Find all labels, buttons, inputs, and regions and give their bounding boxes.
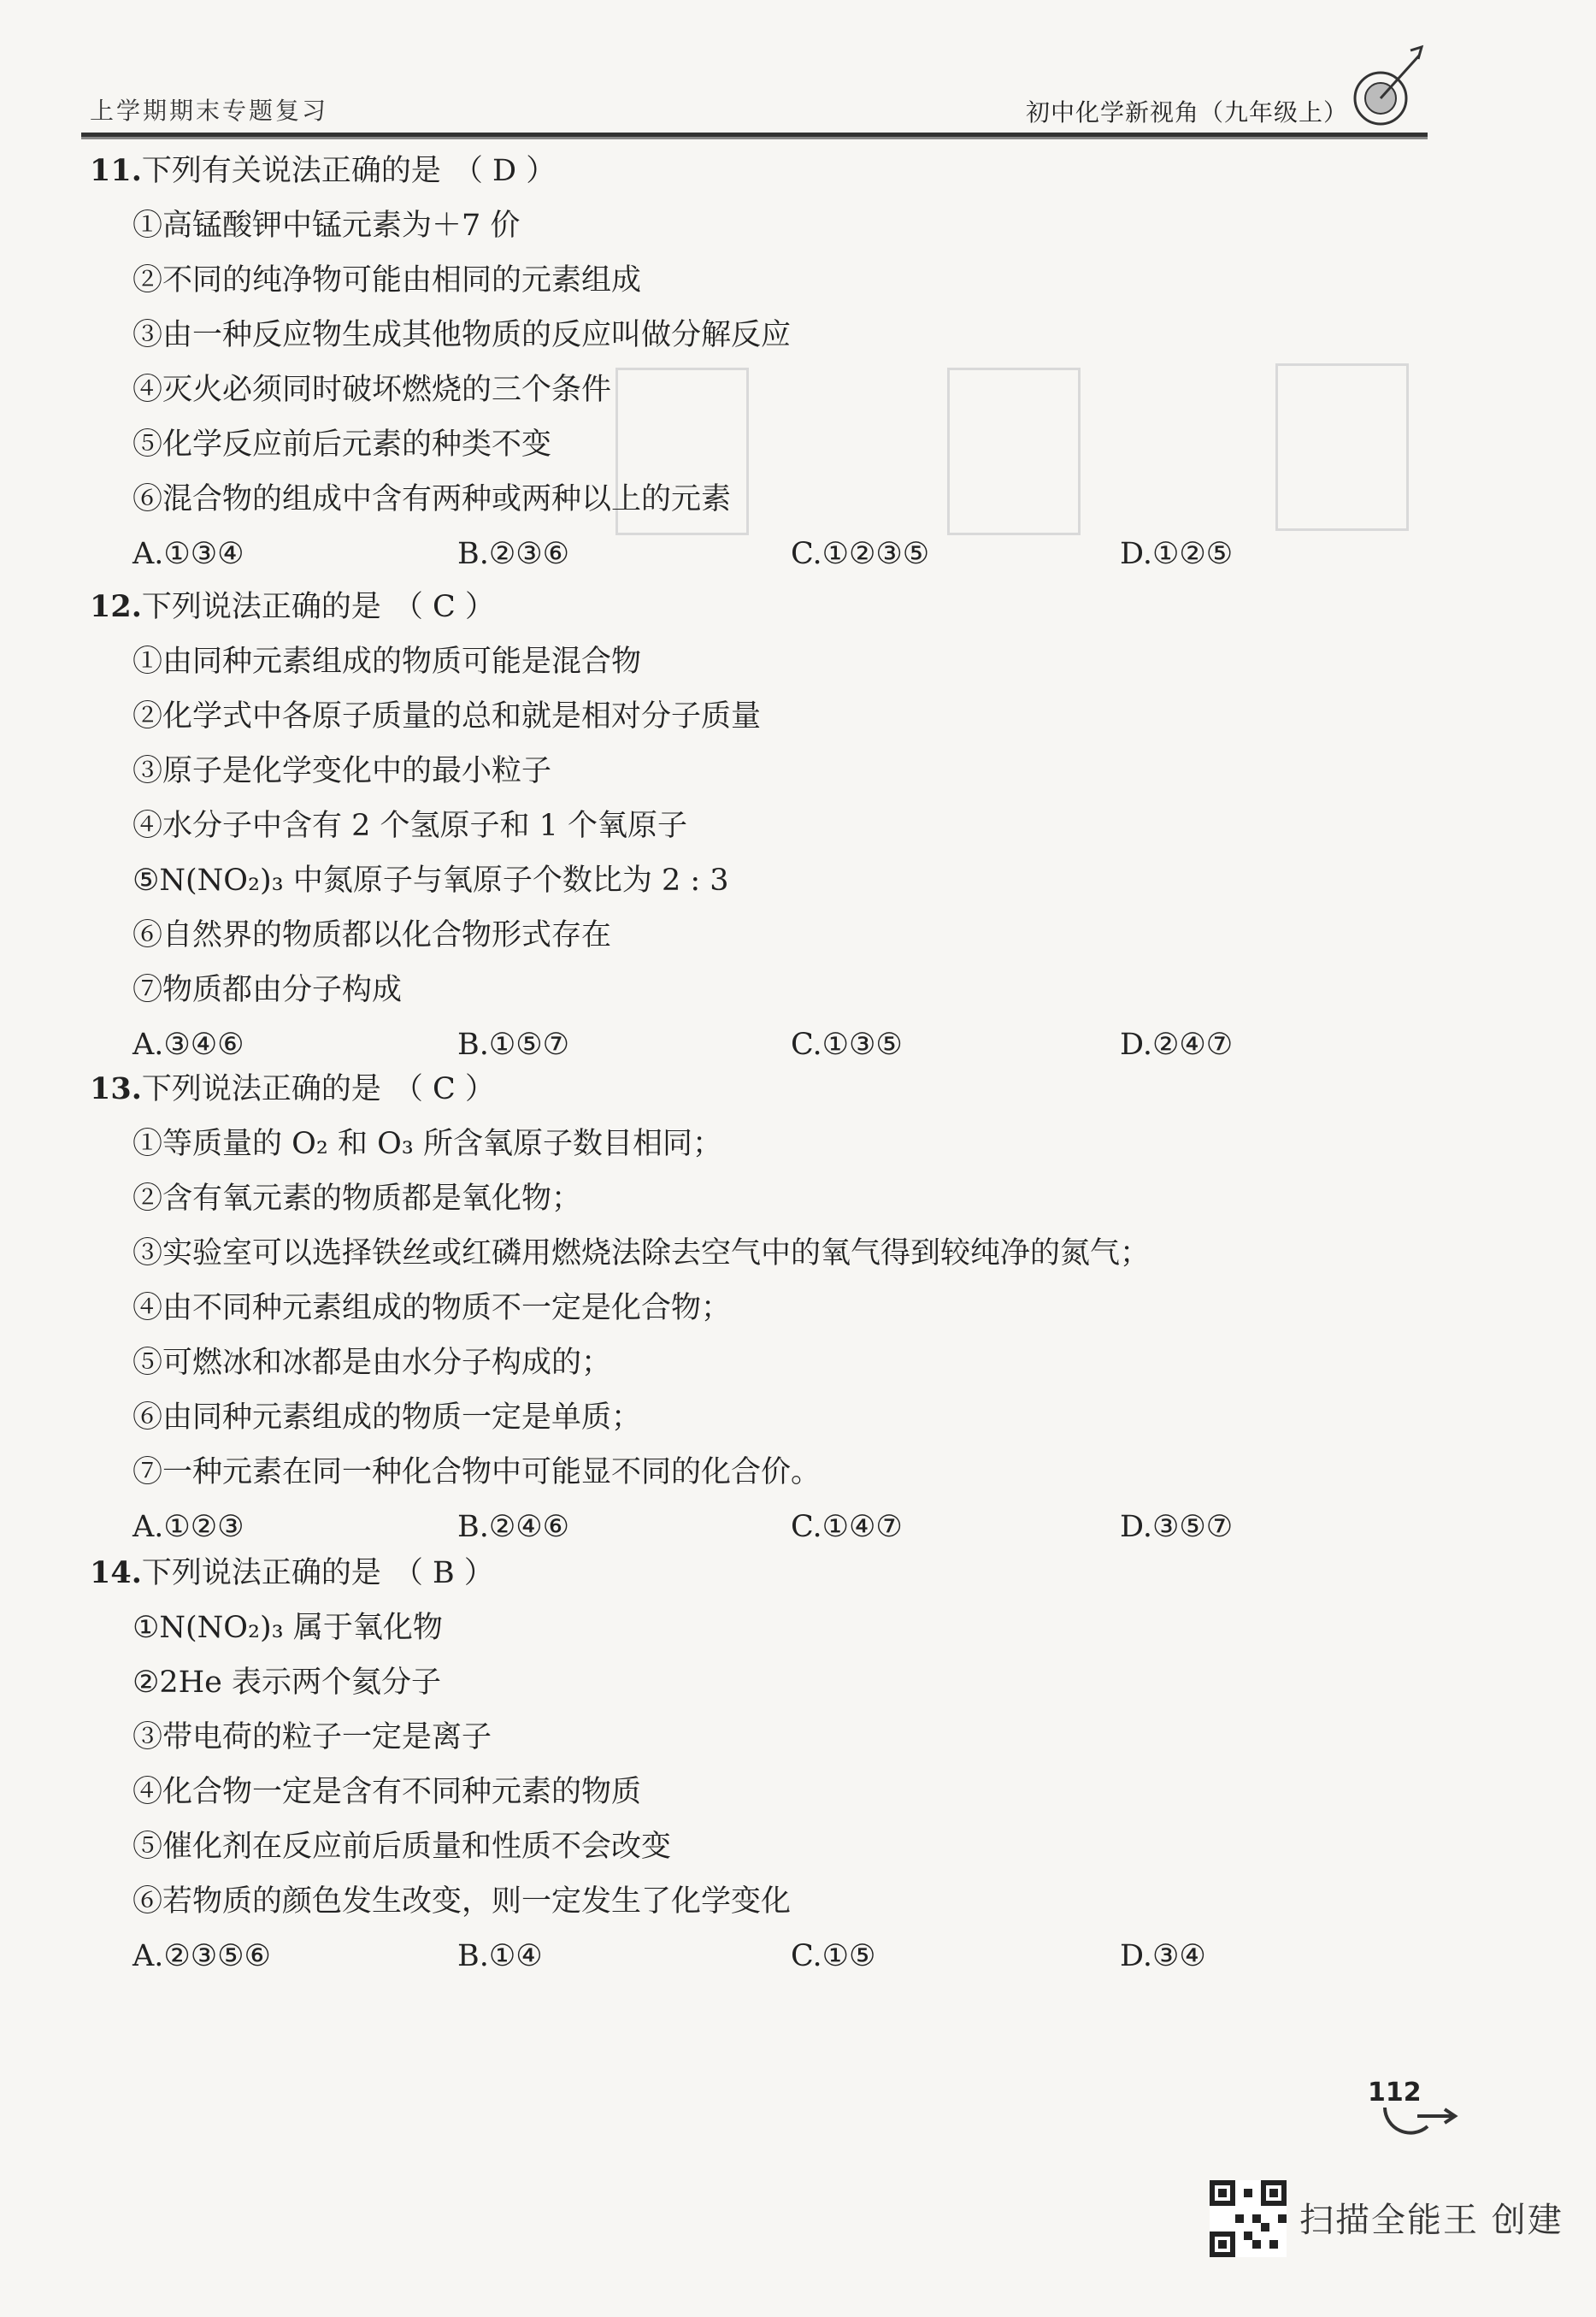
question-stem: 下列说法正确的是 xyxy=(141,590,381,624)
choice-a: A.①③④ xyxy=(133,537,244,571)
question-number: 13. xyxy=(90,1071,142,1106)
page-number: 112 xyxy=(1368,2078,1422,2108)
statement: ⑥若物质的颜色发生改变，则一定发生了化学变化 xyxy=(133,1884,792,1919)
choice-d: D.③④ xyxy=(1120,1939,1206,1973)
statement: ①N(NO₂)₃ 属于氧化物 xyxy=(133,1611,443,1645)
choice-b: B.①④ xyxy=(457,1939,543,1973)
question-13 xyxy=(90,1062,1406,1554)
question-stem: 下列说法正确的是 xyxy=(141,1072,381,1106)
section-title: 上学期期末专题复习 xyxy=(90,97,329,125)
target-logo-icon xyxy=(1338,38,1432,133)
choice-b: B.②③⑥ xyxy=(457,537,569,571)
statement: ⑥由同种元素组成的物质一定是单质； xyxy=(133,1400,642,1435)
statement: ③由一种反应物生成其他物质的反应叫做分解反应 xyxy=(133,318,792,352)
question-title xyxy=(90,580,1406,634)
choice-d: D.①②⑤ xyxy=(1120,537,1234,571)
answer-mark: （ C ） xyxy=(392,1072,495,1106)
book-title: 初中化学新视角（九年级上） xyxy=(1026,98,1349,127)
statement: ⑤可燃冰和冰都是由水分子构成的； xyxy=(133,1346,612,1380)
answer-choices xyxy=(90,527,1406,581)
answer-mark: （ C ） xyxy=(392,590,495,624)
choice-d: D.②④⑦ xyxy=(1120,1028,1234,1062)
question-number: 14. xyxy=(90,1555,142,1590)
statement: ①高锰酸钾中锰元素为＋7 价 xyxy=(133,209,521,243)
question-title xyxy=(90,1062,1406,1117)
statement: ⑥混合物的组成中含有两种或两种以上的元素 xyxy=(133,482,732,516)
statement: ⑤催化剂在反应前后质量和性质不会改变 xyxy=(133,1830,672,1864)
choice-c: C.①③⑤ xyxy=(791,1028,903,1062)
answer-choices xyxy=(90,1929,1406,1984)
statement: ②不同的纯净物可能由相同的元素组成 xyxy=(133,263,642,298)
question-14 xyxy=(90,1546,1406,1984)
answer-mark: （ B ） xyxy=(392,1556,494,1590)
scanner-watermark: 扫描全能王 创建 xyxy=(1299,2201,1564,2240)
question-number: 12. xyxy=(90,589,142,624)
header-divider xyxy=(81,133,1428,139)
statement: ①由同种元素组成的物质可能是混合物 xyxy=(133,645,642,679)
question-stem: 下列说法正确的是 xyxy=(141,1556,381,1590)
choice-c: C.①④⑦ xyxy=(791,1510,903,1544)
choice-a: A.①②③ xyxy=(133,1510,244,1544)
statement: ③带电荷的粒子一定是离子 xyxy=(133,1720,492,1754)
statement: ②化学式中各原子质量的总和就是相对分子质量 xyxy=(133,699,762,734)
qr-code-icon xyxy=(1210,2180,1287,2257)
choice-a: A.②③⑤⑥ xyxy=(133,1939,271,1973)
question-title xyxy=(90,144,1406,198)
question-stem: 下列有关说法正确的是 xyxy=(141,154,441,188)
choice-c: C.①②③⑤ xyxy=(791,537,930,571)
statement: ⑦一种元素在同一种化合物中可能显不同的化合价。 xyxy=(133,1455,822,1489)
question-title xyxy=(90,1546,1406,1601)
choice-c: C.①⑤ xyxy=(791,1939,876,1973)
choice-d: D.③⑤⑦ xyxy=(1120,1510,1234,1544)
statement: ④由不同种元素组成的物质不一定是化合物； xyxy=(133,1291,732,1325)
statement: ⑤N(NO₂)₃ 中氮原子与氧原子个数比为 2 : 3 xyxy=(133,864,729,898)
answer-mark: （ D ） xyxy=(452,154,557,188)
statement: ①等质量的 O₂ 和 O₃ 所含氧原子数目相同； xyxy=(133,1127,722,1161)
statement: ②含有氧元素的物质都是氧化物； xyxy=(133,1182,582,1216)
question-12 xyxy=(90,580,1406,1072)
statement: ⑥自然界的物质都以化合物形式存在 xyxy=(133,918,612,952)
choice-a: A.③④⑥ xyxy=(133,1028,244,1062)
choice-b: B.②④⑥ xyxy=(457,1510,569,1544)
statement: ④水分子中含有 2 个氢原子和 1 个氧原子 xyxy=(133,809,688,843)
statement: ②2He 表示两个氦分子 xyxy=(133,1666,442,1700)
statement: ③原子是化学变化中的最小粒子 xyxy=(133,754,552,788)
statement: ③实验室可以选择铁丝或红磷用燃烧法除去空气中的氧气得到较纯净的氮气； xyxy=(133,1236,1151,1271)
question-11 xyxy=(90,144,1406,581)
statement: ⑤化学反应前后元素的种类不变 xyxy=(133,427,552,462)
statement: ④灭火必须同时破坏燃烧的三个条件 xyxy=(133,373,612,407)
choice-b: B.①⑤⑦ xyxy=(457,1028,569,1062)
question-number: 11. xyxy=(90,153,142,188)
statement: ④化合物一定是含有不同种元素的物质 xyxy=(133,1775,642,1809)
statement: ⑦物质都由分子构成 xyxy=(133,973,403,1007)
